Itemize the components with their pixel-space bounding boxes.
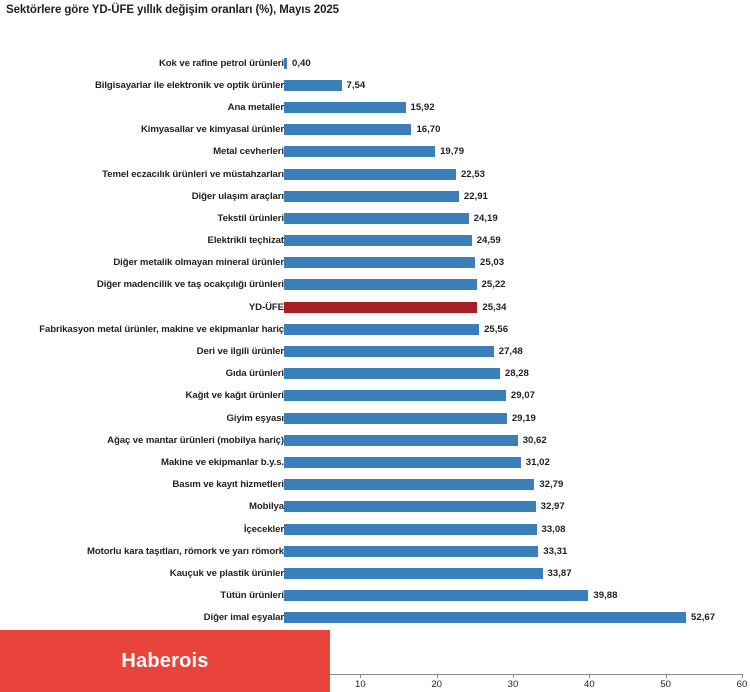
bar-value-label: 15,92 — [410, 101, 435, 113]
chart-bar-row — [0, 474, 750, 496]
bar-value-label: 33,31 — [543, 545, 568, 557]
x-axis-tick — [437, 674, 438, 678]
category-label: Kağıt ve kağıt ürünleri — [185, 390, 284, 402]
bar-value-label: 29,07 — [510, 390, 535, 402]
bar-value-label: 22,91 — [463, 190, 488, 202]
bar — [284, 368, 500, 379]
chart-bar-row — [0, 52, 750, 74]
bar — [284, 191, 459, 202]
chart-bar-row — [0, 141, 750, 163]
category-label: Diğer imal eşyalar — [203, 612, 284, 624]
chart-bar-row — [0, 518, 750, 540]
bar-value-label: 31,02 — [525, 456, 550, 468]
category-label: Ağaç ve mantar ürünleri (mobilya hariç) — [107, 434, 284, 446]
bar-value-label: 33,08 — [541, 523, 566, 535]
bar-value-label: 7,54 — [346, 79, 366, 91]
bar-value-label: 29,19 — [511, 412, 536, 424]
bar-value-label: 25,03 — [480, 257, 505, 269]
bar-container — [284, 474, 563, 496]
chart-bar-row — [0, 252, 750, 274]
category-label: Diğer metalik olmayan mineral ürünler — [113, 257, 284, 269]
category-label: Makine ve ekipmanlar b.y.s. — [161, 456, 284, 468]
bar — [284, 501, 536, 512]
bar — [284, 435, 518, 446]
chart-plot-area — [0, 52, 750, 682]
bar-container — [284, 141, 464, 163]
x-axis-tick — [360, 674, 361, 678]
chart-bar-row — [0, 451, 750, 473]
category-label: Ana metaller — [227, 101, 284, 113]
bar-value-label: 52,67 — [691, 612, 716, 624]
bar — [284, 390, 506, 401]
x-axis-tick — [513, 674, 514, 678]
chart-bar-row — [0, 74, 750, 96]
category-label: Basım ve kayıt hizmetleri — [172, 479, 284, 491]
chart-bar-row — [0, 607, 750, 629]
category-label: Kimyasallar ve kimyasal ürünler — [140, 124, 284, 136]
bar — [284, 612, 686, 623]
chart-bar-row — [0, 340, 750, 362]
chart-bar-row — [0, 296, 750, 318]
category-label: Motorlu kara taşıtları, römork ve yarı römork — [86, 545, 284, 557]
bar-container — [284, 296, 506, 318]
x-axis-tick-label: 10 — [354, 679, 366, 690]
bar-container — [284, 119, 440, 141]
bar-value-label: 27,48 — [498, 346, 523, 358]
category-label: Kauçuk ve plastik ürünler — [169, 567, 284, 579]
category-label: Deri ve ilgili ürünler — [196, 346, 284, 358]
bar — [284, 346, 494, 357]
bar-container — [284, 407, 536, 429]
category-label: Giyim eşyası — [226, 412, 284, 424]
x-axis-tick-label: 20 — [431, 679, 442, 690]
bar-container — [284, 585, 617, 607]
bar — [284, 146, 435, 157]
bar — [284, 324, 479, 335]
chart-bar-row — [0, 185, 750, 207]
chart-bar-row — [0, 385, 750, 407]
bar — [284, 590, 588, 601]
chart-bar-row — [0, 407, 750, 429]
category-label: Bilgisayarlar ile elektronik ve optik ürünler — [94, 79, 284, 91]
category-label: Temel eczacılık ürünleri ve müstahzarları — [102, 168, 284, 180]
chart-bar-row — [0, 562, 750, 584]
bar-container — [284, 496, 565, 518]
x-axis-tick-label: 60 — [736, 679, 748, 690]
category-label: Fabrikasyon metal ürünler, makine ve ekipmanlar hariç — [39, 323, 284, 335]
bar-container — [284, 185, 488, 207]
bar-value-label: 32,79 — [539, 479, 564, 491]
bar-value-label: 25,34 — [482, 301, 507, 313]
bar — [284, 457, 521, 468]
bar-value-label: 22,53 — [460, 168, 485, 180]
bar — [284, 546, 538, 557]
bar-container — [284, 540, 567, 562]
watermark-label: Haberois — [121, 649, 209, 672]
x-axis — [284, 674, 748, 692]
category-label: Kok ve rafine petrol ürünleri — [158, 57, 284, 69]
bar — [284, 169, 456, 180]
chart-bar-row — [0, 119, 750, 141]
bar-value-label: 28,28 — [504, 368, 529, 380]
bar-container — [284, 96, 435, 118]
bar-container — [284, 340, 523, 362]
category-label: YD-ÜFE — [248, 301, 284, 313]
chart-bar-row — [0, 274, 750, 296]
bar-container — [284, 207, 498, 229]
chart-bar-row — [0, 96, 750, 118]
bar — [284, 413, 507, 424]
bar — [284, 524, 537, 535]
category-label: Diğer ulaşım araçları — [191, 190, 284, 202]
x-axis-tick-label: 50 — [660, 679, 671, 690]
bar — [284, 279, 477, 290]
bar — [284, 235, 472, 246]
bar-value-label: 32,97 — [540, 501, 565, 513]
category-label: Tekstil ürünleri — [217, 212, 284, 224]
bar — [284, 102, 406, 113]
chart-bar-row — [0, 540, 750, 562]
bar-container — [284, 562, 572, 584]
bar-container — [284, 318, 508, 340]
bar-container — [284, 252, 504, 274]
bar-container — [284, 274, 506, 296]
bar-value-label: 16,70 — [416, 124, 441, 136]
bar-container — [284, 163, 485, 185]
bar — [284, 124, 411, 135]
x-axis-tick — [666, 674, 667, 678]
category-label: Diğer madencilik ve taş ocakçılığı ürünleri — [96, 279, 284, 291]
chart-bar-row — [0, 318, 750, 340]
chart-bar-row — [0, 429, 750, 451]
bar — [284, 80, 342, 91]
x-axis-tick — [589, 674, 590, 678]
bar-container — [284, 607, 715, 629]
bar-container — [284, 230, 501, 252]
bar-container — [284, 451, 550, 473]
bar-container — [284, 74, 365, 96]
category-label: Tütün ürünleri — [220, 590, 284, 602]
bar-value-label: 25,56 — [484, 323, 509, 335]
chart-bar-row — [0, 230, 750, 252]
bar-container — [284, 52, 311, 74]
chart-bar-row — [0, 207, 750, 229]
chart-bar-row — [0, 496, 750, 518]
category-label: Metal cevherleri — [213, 146, 284, 158]
chart-bar-row — [0, 585, 750, 607]
bar-value-label: 39,88 — [593, 590, 618, 602]
chart-bar-row — [0, 363, 750, 385]
bar-container — [284, 363, 529, 385]
bar — [284, 257, 475, 268]
chart-bar-row — [0, 163, 750, 185]
bar-value-label: 30,62 — [522, 434, 547, 446]
bar-value-label: 25,22 — [481, 279, 506, 291]
bar — [284, 58, 287, 69]
x-axis-tick-label: 40 — [583, 679, 595, 690]
bar-value-label: 33,87 — [547, 567, 572, 579]
bar — [284, 302, 477, 313]
bar — [284, 213, 469, 224]
x-axis-tick — [742, 674, 743, 678]
bar-container — [284, 518, 566, 540]
x-axis-tick-label: 30 — [507, 679, 519, 690]
category-label: İçecekler — [243, 523, 284, 535]
bar-container — [284, 385, 535, 407]
bar-value-label: 0,40 — [292, 57, 311, 69]
bar — [284, 568, 543, 579]
watermark-banner — [0, 630, 330, 692]
bar-container — [284, 429, 547, 451]
bar — [284, 479, 534, 490]
category-label: Mobilya — [248, 501, 284, 513]
category-label: Gıda ürünleri — [225, 368, 284, 380]
bar-value-label: 24,19 — [473, 212, 498, 224]
bar-value-label: 24,59 — [476, 235, 501, 247]
category-label: Elektrikli teçhizat — [207, 235, 284, 247]
bar-value-label: 19,79 — [440, 146, 465, 158]
page-title: Sektörlere göre YD-ÜFE yıllık değişim oranları (%), Mayıs 2025 — [6, 4, 339, 16]
